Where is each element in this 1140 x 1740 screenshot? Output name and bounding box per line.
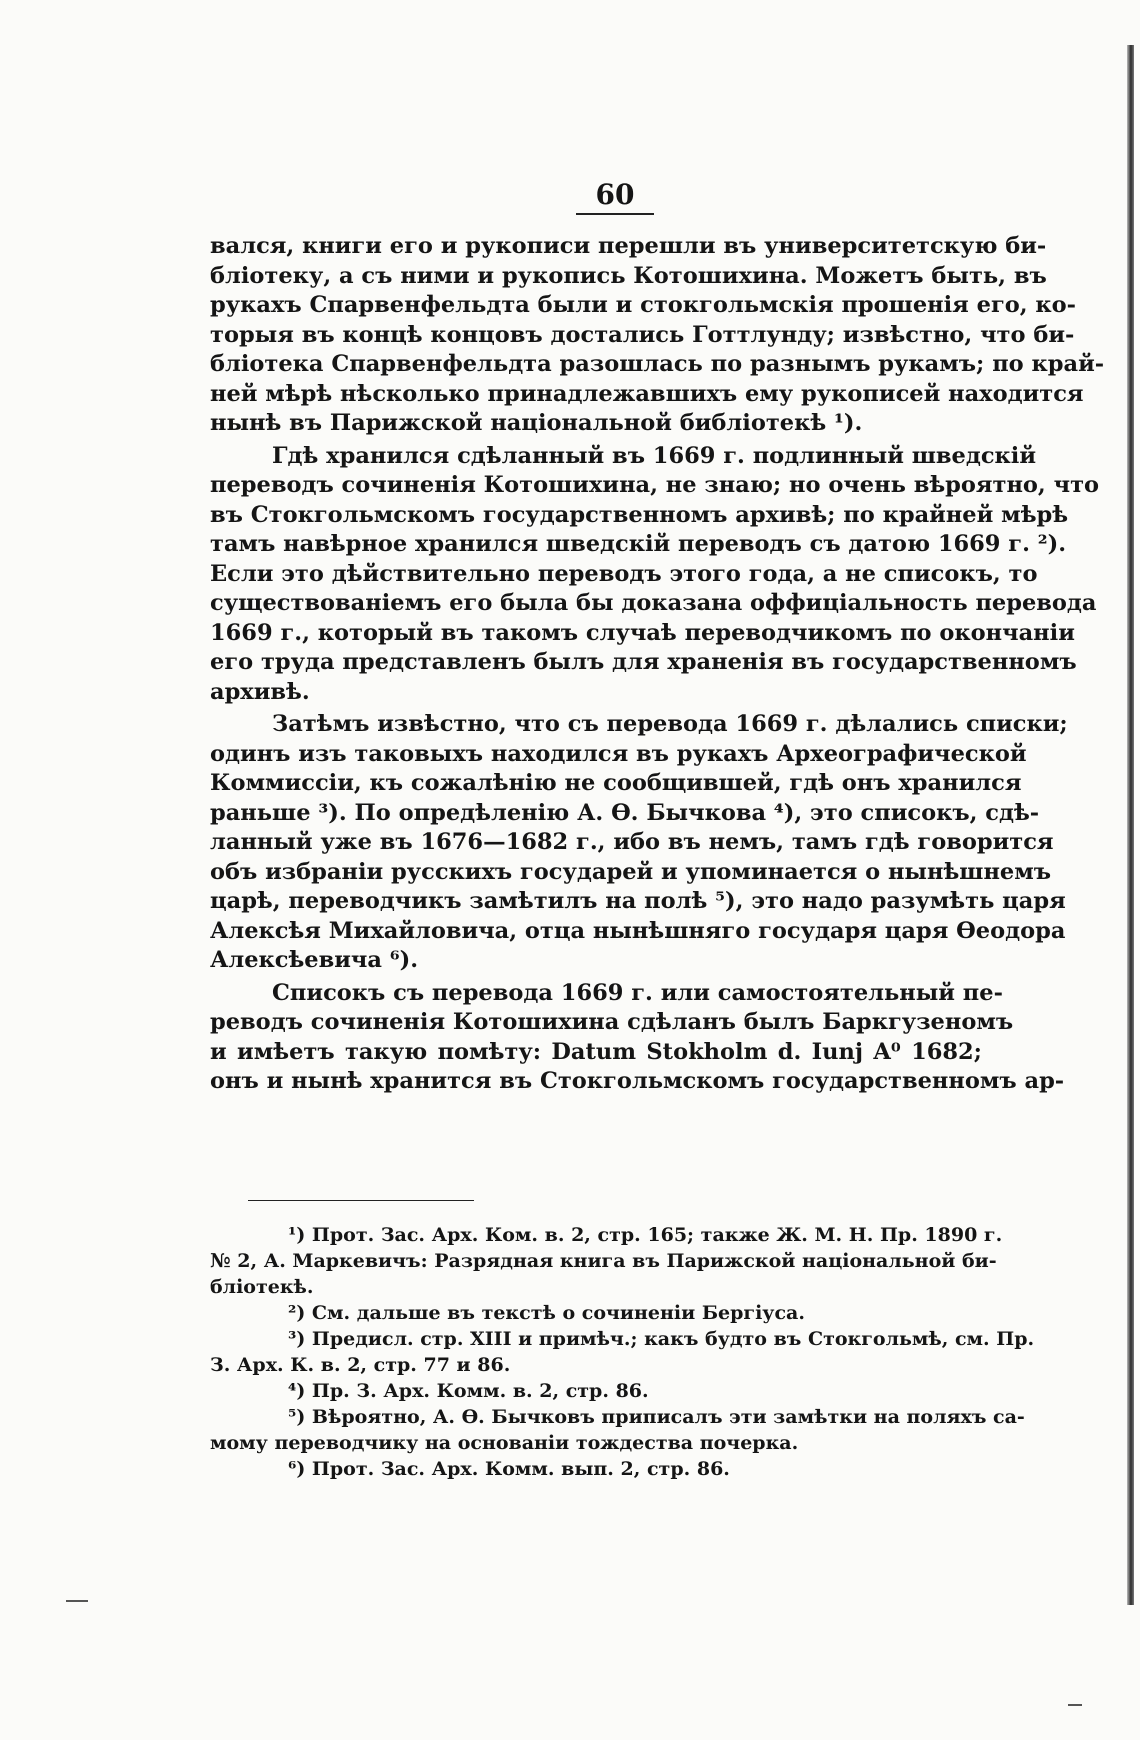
text-line: Алексѣевича ⁶). [210,947,419,973]
text-line: Списокъ съ перевода 1669 г. или самостоятельный пе- [272,979,1003,1006]
main-text [210,232,1105,1097]
footnote-line: мому переводчику на основаніи тождества почерка. [210,1432,799,1454]
footnote-line: № 2, А. Маркевичъ: Разрядная книга въ Парижской національной би- [210,1250,997,1272]
footnote-line: ¹) Прот. Зас. Арх. Ком. в. 2, стр. 165; также Ж. М. Н. Пр. 1890 г. [288,1224,1003,1246]
text-line: Затѣмъ извѣстно, что съ перевода 1669 г. дѣлались списки; [272,711,1068,737]
footnote-line: ⁶) Прот. Зас. Арх. Комм. вып. 2, стр. 86. [288,1458,730,1480]
text-line: Коммиссіи, къ сожалѣнію не сообщившей, гдѣ онъ хранился [210,770,1022,796]
footnote-line: З. Арх. К. в. 2, стр. 77 и 86. [210,1354,511,1376]
text-line: объ избраніи русскихъ государей и упоминается о нынѣшнемъ [210,858,1052,885]
text-line: Алексѣя Михайловича, отца нынѣшняго государя царя Ѳеодора [210,917,1066,944]
text-line: переводъ сочиненія Котошихина, не знаю; но очень вѣроятно, что [210,472,1100,498]
page-edge-shadow [1127,45,1134,1605]
footnote-line: ⁴) Пр. З. Арх. Комм. в. 2, стр. 86. [288,1380,649,1402]
text-line: онъ и нынѣ хранится въ Стокгольмскомъ государственномъ ар- [210,1068,1065,1094]
text-line: торыя въ концѣ концовъ достались Готтлунду; извѣстно, что би- [210,321,1075,348]
text-line: нынѣ въ Парижской національной библіотекѣ ¹). [210,410,863,436]
text-line: ланный уже въ 1676—1682 г., ибо въ немъ, тамъ гдѣ говорится [210,829,1054,855]
text-line: Гдѣ хранился сдѣланный въ 1669 г. подлинный шведскій [272,442,1037,469]
text-line: 1669 г., который въ такомъ случаѣ переводчикомъ по окончаніи [210,619,1075,646]
text-line: Если это дѣйствительно переводъ этого года, а не списокъ, то [210,560,1038,587]
scan-speck [66,1600,88,1602]
footnote-line: ²) См. дальше въ текстѣ о сочиненіи Бергіуса. [288,1302,805,1324]
text-line: одинъ изъ таковыхъ находился въ рукахъ Археографической [210,740,1027,767]
text-line: архивѣ. [210,678,310,705]
text-line: вался, книги его и рукописи перешли въ университетскую би- [210,233,1047,259]
scan-speck [1068,1704,1082,1706]
text-line: рукахъ Спарвенфельдта были и стокгольмскія прошенія его, ко- [210,292,1077,318]
text-line: его труда представленъ былъ для храненія въ государственномъ [210,649,1077,675]
text-line: реводъ сочиненія Котошихина сдѣланъ былъ Баркгузеномъ [210,1009,1014,1035]
page-number: 60 [576,178,654,215]
text-line: существованіемъ его была бы доказана оффиціальность перевода [210,590,1097,616]
text-line: ней мѣрѣ нѣсколько принадлежавшихъ ему рукописей находится [210,380,1084,407]
text-line: бліотека Спарвенфельдта разошлась по разнымъ рукамъ; по край- [210,351,1105,377]
footnotes [210,1222,1035,1482]
text-line: бліотеку, а съ ними и рукопись Котошихина. Можетъ быть, въ [210,262,1047,289]
footnote-line: бліотекѣ. [210,1276,314,1298]
text-line: въ Стокгольмскомъ государственномъ архивѣ; по крайней мѣрѣ [210,501,1069,528]
text-line: царѣ, переводчикъ замѣтилъ на полѣ ⁵), это надо разумѣть царя [210,888,1066,914]
text-line: раньше ³). По опредѣленію А. Ѳ. Бычкова ⁴), это списокъ, сдѣ- [210,799,1040,826]
text-line: и имѣетъ такую помѣту: Datum Stokholm d. Iunj A⁰ 1682; [210,1038,982,1065]
text-line: тамъ навѣрное хранился шведскій переводъ съ датою 1669 г. ²). [210,531,1067,557]
footnote-line: ⁵) Вѣроятно, А. Ѳ. Бычковъ приписалъ эти замѣтки на поляхъ са- [288,1406,1025,1428]
footnote-line: ³) Предисл. стр. XIII и примѣч.; какъ будто въ Стокгольмѣ, см. Пр. [288,1328,1035,1350]
footnote-rule [248,1200,474,1201]
